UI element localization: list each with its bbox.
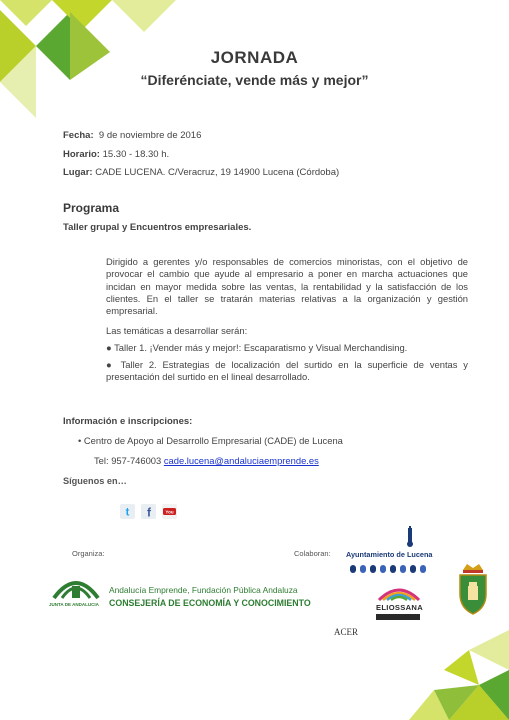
horario-line [63, 149, 169, 160]
junta-caption: JUNTA DE ANDALUCIA [49, 602, 99, 607]
inscripciones-heading: Información e inscripciones: [63, 416, 193, 427]
svg-text:f: f [147, 505, 151, 519]
eliossana-emblem [377, 586, 421, 602]
svg-text:t: t [125, 506, 130, 519]
ayuntamiento-lucena-text: Ayuntamiento de Lucena [346, 550, 433, 559]
programa-heading: Programa [63, 201, 120, 215]
programa-subheading: Taller grupal y Encuentros empresariales. [63, 222, 252, 233]
consejeria-text: CONSEJERÍA DE ECONOMÍA Y CONOCIMIENTO [109, 598, 311, 608]
page-title: JORNADA [210, 48, 299, 67]
taller-1-item: ● Taller 1. ¡Vender más y mejor!: Escaparatismo y Visual Merchandising. [106, 342, 408, 353]
fecha-line [63, 130, 201, 141]
fecha-label: Fecha: [63, 130, 94, 141]
horario-value: 15.30 - 18.30 h. [102, 149, 170, 160]
horario-label: Horario: [63, 149, 100, 160]
programa-intro: Dirigido a gerentes y/o responsables de comercios minoristas, con el objetivo de provocar el cambio que ayude al empresario a poner en marcha actuaciones que incidan en mayor medida sobre las ventas, la rentabilidad y la satisfacción de los clientes. En el taller se tratarán materias relativas a la organización y gestión empresarial. [106, 256, 468, 317]
siguenos-label: Síguenos en… [63, 476, 127, 486]
acer-logo-text: ACER [334, 627, 359, 637]
lugar-value: CADE LUCENA. C/Veracruz, 19 14900 Lucena (Córdoba) [95, 167, 340, 178]
telephone: Tel: 957-746003 [94, 455, 162, 466]
contact-line [94, 455, 319, 466]
lugar-line [63, 167, 339, 178]
facebook-icon[interactable] [141, 504, 156, 519]
decorative-corner-bottom [389, 630, 509, 720]
organiza-label: Organiza: [72, 549, 105, 558]
taller-2-item: ● Taller 2. Estrategias de localización del surtido en la superficie de ventas y presentación del surtido en el lineal desarrollado. [106, 359, 468, 383]
page-subtitle: “Diferénciate, vende más y mejor” [140, 72, 369, 88]
cade-centro-item: • Centro de Apoyo al Desarrollo Empresarial (CADE) de Lucena [78, 435, 343, 446]
youtube-glyph: You [165, 509, 174, 515]
fecha-value: 9 de noviembre de 2016 [98, 130, 202, 141]
rute-coat-of-arms [457, 562, 489, 616]
ayuntamiento-lucena-emblem [400, 526, 420, 550]
email-link[interactable]: cade.lucena@andaluciaemprende.es [163, 455, 319, 466]
ayuntamiento-bar [350, 561, 432, 571]
youtube-icon[interactable] [162, 504, 177, 519]
eliossana-logo-text: ELIOSSANA [376, 603, 424, 612]
twitter-icon[interactable] [120, 504, 135, 519]
andalucia-emprende-text: Andalucía Emprende, Fundación Pública Andaluza [109, 585, 298, 595]
junta-andalucia-logo [50, 572, 102, 602]
tematicas-line: Las temáticas a desarrollar serán: [106, 325, 248, 336]
eliossana-bar [376, 614, 420, 620]
lugar-label: Lugar: [63, 167, 93, 178]
colaboran-label: Colaboran: [294, 549, 331, 558]
